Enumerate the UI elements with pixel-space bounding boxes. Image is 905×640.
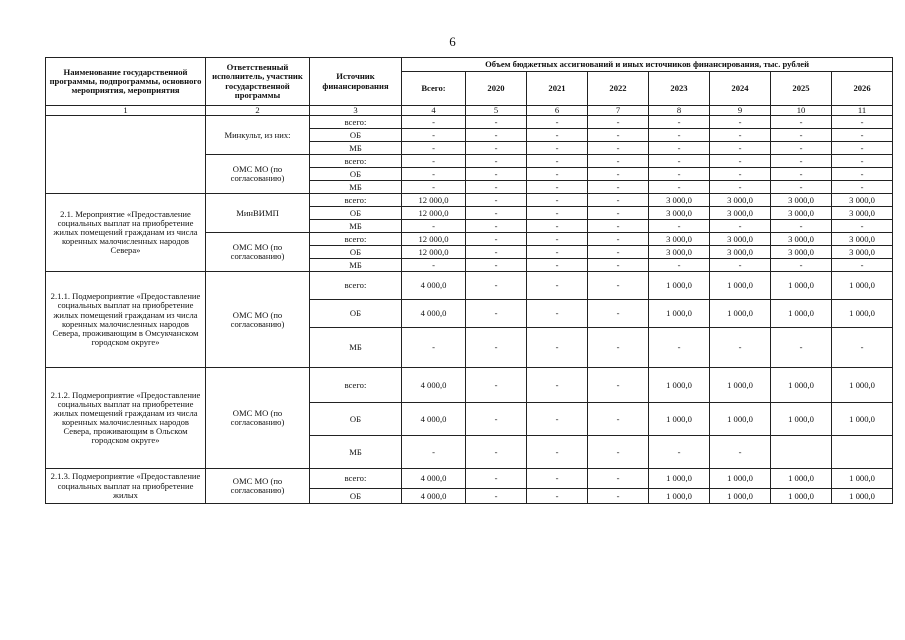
value-cell: - [832,168,893,181]
value-cell: - [588,220,649,233]
value-cell: 1 000,0 [832,403,893,436]
value-cell: - [527,469,588,489]
value-cell: - [466,194,527,207]
source-cell: всего: [310,233,402,246]
value-cell: - [710,259,771,272]
header-name: Наименование государственной программы, подпрограммы, основного мероприятия, мероприятия [46,58,206,106]
header-year: 2024 [710,72,771,106]
value-cell: 4 000,0 [402,403,466,436]
source-cell: всего: [310,194,402,207]
program-name-cell: 2.1. Мероприятие «Предоставление социальных выплат на приобретение жилых помещений гражданам из числа коренных малочисленных народов Севера» [46,194,206,272]
source-cell: МБ [310,259,402,272]
value-cell: - [771,220,832,233]
value-cell: - [649,259,710,272]
value-cell: 4 000,0 [402,272,466,300]
source-cell: ОБ [310,168,402,181]
value-cell: - [588,129,649,142]
value-cell: - [402,116,466,129]
value-cell: - [466,246,527,259]
value-cell: - [588,181,649,194]
value-cell: 1 000,0 [771,469,832,489]
header-source: Источник финансирования [310,58,402,106]
value-cell: - [466,220,527,233]
value-cell: 1 000,0 [649,403,710,436]
value-cell: - [710,436,771,469]
value-cell: - [832,129,893,142]
value-cell: - [832,181,893,194]
source-cell: МБ [310,436,402,469]
value-cell: - [527,368,588,403]
value-cell: - [832,328,893,368]
value-cell: 1 000,0 [771,489,832,504]
value-cell: 3 000,0 [649,233,710,246]
column-number: 4 [402,106,466,116]
value-cell: - [466,436,527,469]
program-name-cell: 2.1.3. Подмероприятие «Предоставление социальных выплат на приобретение жилых [46,469,206,504]
column-number: 5 [466,106,527,116]
value-cell: - [588,246,649,259]
column-number: 2 [206,106,310,116]
executor-cell: ОМС МО (по согласованию) [206,233,310,272]
value-cell: - [527,489,588,504]
value-cell: - [649,328,710,368]
value-cell: 3 000,0 [771,233,832,246]
column-number: 9 [710,106,771,116]
program-name-cell [46,116,206,194]
value-cell: - [771,129,832,142]
program-name-cell: 2.1.1. Подмероприятие «Предоставление социальных выплат на приобретение жилых помещений гражданам из числа коренных малочисленных народов Севера, проживающим в Омсукчанском городском округе» [46,272,206,368]
value-cell: - [710,142,771,155]
value-cell: - [771,168,832,181]
value-cell: 4 000,0 [402,469,466,489]
table-row [46,194,893,207]
value-cell: 3 000,0 [771,207,832,220]
source-cell: ОБ [310,489,402,504]
value-cell: - [771,328,832,368]
value-cell: - [466,469,527,489]
value-cell: - [466,207,527,220]
value-cell: - [466,129,527,142]
source-cell: всего: [310,469,402,489]
value-cell: - [649,129,710,142]
value-cell: 1 000,0 [832,368,893,403]
value-cell: - [649,155,710,168]
value-cell: - [527,142,588,155]
value-cell: 3 000,0 [710,194,771,207]
source-cell: МБ [310,328,402,368]
executor-cell: ОМС МО (по согласованию) [206,272,310,368]
value-cell: - [527,246,588,259]
value-cell: 12 000,0 [402,233,466,246]
value-cell: - [710,220,771,233]
header-year: 2022 [588,72,649,106]
value-cell: 1 000,0 [649,368,710,403]
value-cell: - [710,129,771,142]
source-cell: всего: [310,116,402,129]
value-cell: - [527,116,588,129]
value-cell: - [588,233,649,246]
table-row [46,116,893,129]
executor-cell: ОМС МО (по согласованию) [206,368,310,469]
value-cell: - [466,142,527,155]
column-number: 11 [832,106,893,116]
column-number: 6 [527,106,588,116]
source-cell: ОБ [310,300,402,328]
value-cell: - [466,168,527,181]
value-cell: 3 000,0 [649,207,710,220]
value-cell: 1 000,0 [832,489,893,504]
value-cell: - [527,272,588,300]
executor-cell: Минкульт, из них: [206,116,310,155]
value-cell: - [832,116,893,129]
value-cell: 1 000,0 [649,272,710,300]
value-cell: - [771,181,832,194]
value-cell: - [527,300,588,328]
value-cell: - [710,155,771,168]
value-cell: - [466,300,527,328]
value-cell: 3 000,0 [649,246,710,259]
value-cell: - [588,403,649,436]
value-cell: 1 000,0 [649,489,710,504]
value-cell: - [588,328,649,368]
value-cell: - [527,181,588,194]
value-cell: - [402,142,466,155]
value-cell: - [710,328,771,368]
value-cell: 3 000,0 [649,194,710,207]
value-cell: - [832,155,893,168]
value-cell: - [527,129,588,142]
value-cell: 1 000,0 [832,272,893,300]
value-cell: 1 000,0 [710,272,771,300]
value-cell: - [771,259,832,272]
value-cell: 3 000,0 [710,246,771,259]
value-cell: - [710,181,771,194]
value-cell: - [402,436,466,469]
value-cell: - [588,436,649,469]
value-cell: 1 000,0 [710,489,771,504]
value-cell: - [832,142,893,155]
value-cell: - [588,489,649,504]
value-cell: - [466,368,527,403]
value-cell: - [771,116,832,129]
value-cell: 1 000,0 [771,368,832,403]
value-cell: 1 000,0 [710,403,771,436]
value-cell: - [527,220,588,233]
value-cell: 4 000,0 [402,489,466,504]
value-cell: - [771,142,832,155]
value-cell: - [527,233,588,246]
value-cell: - [402,328,466,368]
value-cell: - [402,181,466,194]
value-cell: - [649,168,710,181]
value-cell: - [588,155,649,168]
value-cell: 3 000,0 [832,207,893,220]
value-cell: - [527,259,588,272]
value-cell: - [649,142,710,155]
header-year: 2025 [771,72,832,106]
source-cell: всего: [310,368,402,403]
value-cell: 3 000,0 [832,246,893,259]
value-cell: - [588,194,649,207]
value-cell: 1 000,0 [649,300,710,328]
value-cell: - [588,469,649,489]
value-cell: 4 000,0 [402,300,466,328]
value-cell: - [527,436,588,469]
table-row [46,368,893,403]
value-cell: - [466,233,527,246]
value-cell: 1 000,0 [649,469,710,489]
value-cell: 12 000,0 [402,207,466,220]
value-cell: - [588,142,649,155]
header-year: 2020 [466,72,527,106]
value-cell: - [588,168,649,181]
value-cell: - [466,272,527,300]
value-cell: - [527,155,588,168]
value-cell: - [588,259,649,272]
value-cell: 12 000,0 [402,194,466,207]
value-cell: - [466,328,527,368]
value-cell: - [649,181,710,194]
executor-cell: ОМС МО (по согласованию) [206,469,310,504]
value-cell: - [402,155,466,168]
value-cell: 3 000,0 [710,233,771,246]
value-cell [771,436,832,469]
program-name-cell: 2.1.2. Подмероприятие «Предоставление социальных выплат на приобретение жилых помещений гражданам из числа коренных малочисленных народов Севера, проживающим в Ольском городском округе» [46,368,206,469]
value-cell: - [710,116,771,129]
value-cell: - [832,220,893,233]
value-cell: 3 000,0 [832,194,893,207]
budget-table [45,57,893,504]
column-numbers-row [46,106,893,116]
value-cell: 3 000,0 [832,233,893,246]
column-number: 10 [771,106,832,116]
executor-cell: ОМС МО (по согласованию) [206,155,310,194]
value-cell: - [710,168,771,181]
value-cell: - [527,328,588,368]
column-number: 7 [588,106,649,116]
value-cell: - [588,300,649,328]
value-cell: - [466,259,527,272]
value-cell: 1 000,0 [710,469,771,489]
value-cell: 1 000,0 [710,300,771,328]
source-cell: всего: [310,155,402,168]
value-cell: - [466,489,527,504]
value-cell [832,436,893,469]
header-executor: Ответственный исполнитель, участник государственной программы [206,58,310,106]
value-cell: - [527,168,588,181]
value-cell: - [771,155,832,168]
source-cell: МБ [310,181,402,194]
value-cell: - [588,116,649,129]
value-cell: - [527,207,588,220]
value-cell: - [588,368,649,403]
value-cell: - [527,403,588,436]
value-cell: 12 000,0 [402,246,466,259]
value-cell: 1 000,0 [771,300,832,328]
value-cell: 1 000,0 [771,272,832,300]
source-cell: ОБ [310,403,402,436]
table-row [46,469,893,489]
value-cell: - [402,129,466,142]
column-number: 1 [46,106,206,116]
value-cell: - [649,436,710,469]
header-year: 2026 [832,72,893,106]
value-cell: 1 000,0 [832,469,893,489]
value-cell: - [832,259,893,272]
source-cell: МБ [310,142,402,155]
value-cell: 3 000,0 [771,194,832,207]
value-cell: - [588,207,649,220]
value-cell: - [588,272,649,300]
page-number: 6 [449,34,456,49]
value-cell: - [466,155,527,168]
header-year: 2023 [649,72,710,106]
source-cell: МБ [310,220,402,233]
source-cell: ОБ [310,129,402,142]
value-cell: - [649,220,710,233]
value-cell: 1 000,0 [832,300,893,328]
header-volume: Объем бюджетных ассигнований и иных источников финансирования, тыс. рублей [402,58,893,72]
value-cell: - [466,116,527,129]
source-cell: ОБ [310,207,402,220]
table-row [46,272,893,300]
value-cell: - [402,168,466,181]
value-cell: - [649,116,710,129]
value-cell: 1 000,0 [771,403,832,436]
value-cell: 4 000,0 [402,368,466,403]
source-cell: ОБ [310,246,402,259]
value-cell: 1 000,0 [710,368,771,403]
column-number: 8 [649,106,710,116]
header-year: 2021 [527,72,588,106]
value-cell: - [527,194,588,207]
source-cell: всего: [310,272,402,300]
value-cell: - [466,403,527,436]
header-total: Всего: [402,72,466,106]
executor-cell: МинВИМП [206,194,310,233]
value-cell: - [402,220,466,233]
value-cell: - [466,181,527,194]
column-number: 3 [310,106,402,116]
value-cell: - [402,259,466,272]
value-cell: 3 000,0 [771,246,832,259]
value-cell: 3 000,0 [710,207,771,220]
